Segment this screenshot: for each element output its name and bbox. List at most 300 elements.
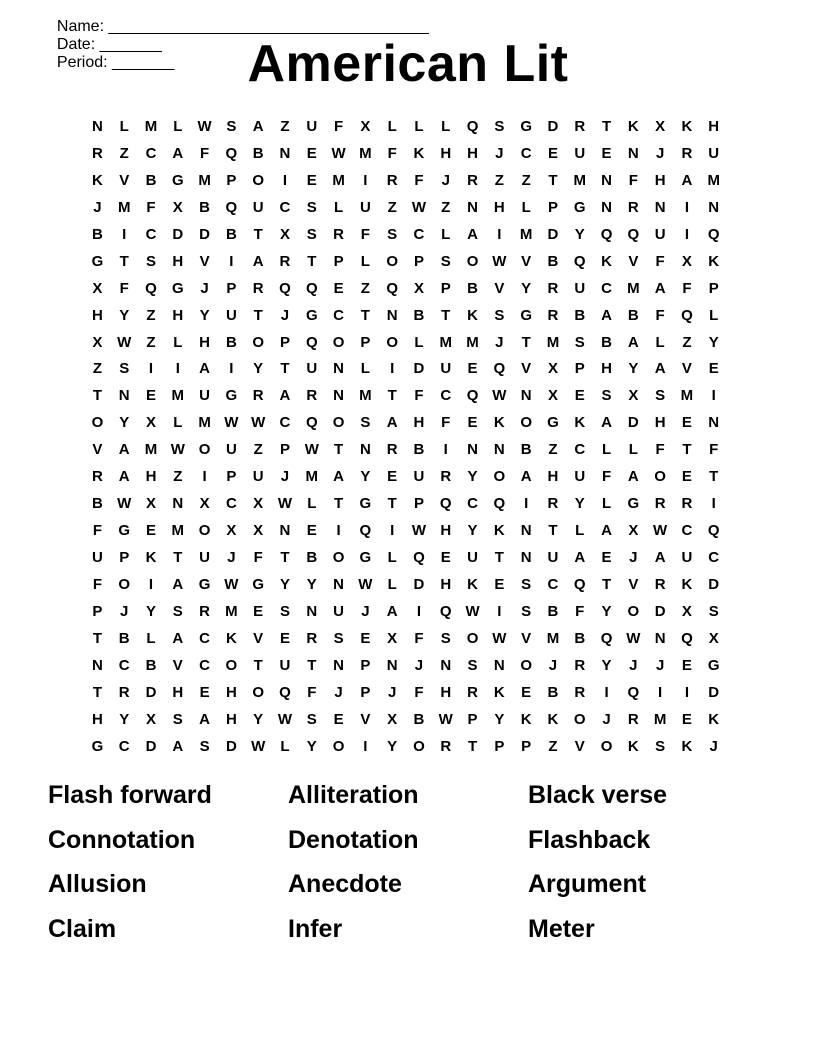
grid-letter: E — [681, 468, 692, 486]
grid-letter: N — [654, 629, 666, 647]
grid-letter: Z — [92, 360, 102, 378]
grid-letter: X — [547, 387, 558, 405]
grid-letter: O — [252, 171, 265, 189]
grid-letter: M — [171, 387, 185, 405]
grid-letter: S — [226, 118, 237, 135]
grid-letter: N — [654, 198, 666, 216]
grid-letter: Q — [707, 522, 720, 540]
grid-letter: K — [493, 414, 505, 432]
grid-letter: Z — [682, 333, 692, 351]
grid-letter: L — [119, 118, 129, 135]
grid-letter: G — [171, 171, 184, 189]
grid-letter: T — [441, 306, 451, 324]
grid-letter: D — [708, 575, 720, 593]
grid-letter: Y — [360, 468, 371, 486]
grid-letter: M — [439, 333, 452, 351]
grid-letter: M — [144, 441, 158, 459]
grid-letter: U — [252, 468, 264, 486]
grid-letter: Z — [280, 118, 290, 135]
grid-letter: R — [386, 171, 398, 189]
grid-letter: K — [493, 683, 505, 701]
grid-letter: N — [91, 656, 103, 674]
grid-letter: R — [333, 225, 344, 243]
grid-letter: G — [520, 118, 532, 135]
grid-letter: C — [574, 441, 586, 459]
grid-letter: Z — [119, 144, 129, 162]
grid-letter: T — [360, 306, 370, 324]
grid-letter: A — [654, 549, 666, 566]
grid-letter: Y — [253, 360, 264, 378]
grid-letter: N — [279, 522, 291, 540]
grid-letter: J — [361, 602, 370, 620]
grid-letter: F — [655, 441, 665, 459]
grid-letter: N — [359, 441, 371, 459]
grid-letter: W — [251, 737, 266, 755]
grid-letter: K — [681, 118, 693, 135]
grid-letter: M — [144, 118, 158, 135]
grid-letter: V — [521, 252, 532, 270]
grid-letter: G — [91, 737, 104, 755]
grid-letter: O — [386, 252, 398, 270]
grid-letter: F — [387, 144, 397, 162]
grid-letter: D — [145, 737, 157, 755]
grid-letter: U — [708, 144, 720, 162]
grid-letter: N — [708, 414, 720, 432]
grid-letter: S — [574, 333, 585, 351]
grid-letter: B — [547, 602, 559, 620]
grid-letter: I — [202, 468, 207, 486]
grid-letter: C — [467, 495, 478, 513]
grid-letter: P — [708, 279, 719, 297]
grid-letter: N — [601, 198, 612, 216]
grid-letter: V — [628, 575, 639, 593]
grid-letter: V — [628, 252, 639, 270]
grid-letter: C — [118, 656, 130, 674]
word-bank-item: Flash forward — [48, 781, 212, 809]
grid-letter: W — [304, 441, 319, 459]
grid-letter: I — [229, 252, 234, 270]
grid-letter: G — [359, 549, 372, 566]
grid-letter: F — [253, 549, 263, 566]
grid-letter: Y — [467, 522, 478, 540]
grid-letter: R — [306, 629, 318, 647]
grid-letter: P — [333, 252, 344, 270]
grid-letter: H — [145, 468, 157, 486]
grid-letter: R — [386, 441, 398, 459]
grid-letter: Q — [305, 279, 318, 297]
grid-letter: B — [91, 495, 103, 513]
grid-letter: N — [493, 656, 505, 674]
grid-letter: T — [548, 522, 558, 540]
grid-letter: W — [331, 144, 346, 162]
grid-letter: F — [655, 252, 665, 270]
grid-letter: S — [306, 710, 317, 728]
grid-letter: C — [199, 629, 210, 647]
grid-letter: M — [466, 333, 479, 351]
grid-letter: Y — [494, 710, 505, 728]
grid-letter: L — [387, 575, 397, 593]
grid-letter: U — [225, 306, 237, 324]
grid-letter: L — [173, 118, 183, 135]
grid-letter: I — [684, 225, 690, 243]
grid-letter: A — [574, 549, 586, 566]
grid-letter: M — [117, 198, 131, 216]
grid-letter: P — [360, 333, 371, 351]
grid-letter: F — [414, 629, 424, 647]
word-bank-item: Alliteration — [288, 781, 419, 809]
grid-letter: X — [681, 252, 692, 270]
grid-letter: U — [199, 387, 210, 405]
grid-letter: T — [333, 495, 344, 513]
grid-letter: S — [440, 629, 451, 647]
grid-letter: Q — [279, 683, 291, 701]
grid-letter: M — [627, 279, 640, 297]
grid-letter: X — [92, 333, 103, 351]
date-field: Date: _______ — [56, 36, 162, 53]
grid-letter: A — [627, 468, 639, 486]
grid-letter: O — [252, 683, 265, 701]
grid-letter: P — [360, 656, 371, 674]
grid-letter: W — [653, 522, 668, 540]
grid-letter: E — [521, 683, 532, 701]
grid-letter: A — [654, 360, 666, 378]
grid-letter: L — [441, 225, 451, 243]
grid-letter: W — [492, 629, 507, 647]
grid-letter: O — [466, 252, 479, 270]
grid-letter: W — [224, 575, 239, 593]
grid-letter: R — [91, 144, 103, 162]
grid-letter: C — [145, 225, 157, 243]
grid-letter: L — [655, 333, 665, 351]
word-bank-item: Black verse — [528, 781, 668, 809]
grid-letter: B — [574, 306, 586, 324]
grid-letter: R — [252, 387, 264, 405]
grid-letter: I — [604, 683, 609, 701]
grid-letter: I — [148, 360, 154, 378]
grid-letter: M — [225, 602, 238, 620]
grid-letter: S — [145, 252, 156, 270]
grid-letter: W — [251, 414, 266, 432]
grid-letter: K — [627, 118, 639, 135]
word-bank-item: Flashback — [528, 825, 651, 854]
grid-letter: A — [199, 360, 210, 378]
grid-letter: R — [467, 171, 478, 189]
grid-letter: F — [414, 387, 424, 405]
grid-letter: C — [681, 522, 693, 540]
grid-letter: U — [681, 549, 693, 566]
grid-letter: S — [655, 387, 666, 405]
grid-letter: M — [359, 144, 372, 162]
grid-letter: X — [681, 602, 692, 620]
grid-letter: Q — [439, 602, 452, 620]
grid-letter: W — [277, 710, 293, 728]
grid-letter: U — [359, 198, 371, 216]
grid-letter: U — [413, 468, 425, 486]
grid-letter: Q — [386, 279, 398, 297]
grid-letter: X — [253, 522, 264, 540]
grid-letter: O — [332, 414, 345, 432]
grid-letter: F — [575, 602, 585, 620]
name-field: Name: ____________________________________ — [56, 18, 429, 35]
grid-letter: E — [145, 522, 156, 540]
grid-letter: R — [547, 279, 559, 297]
grid-letter: R — [199, 602, 210, 620]
grid-letter: Y — [601, 602, 612, 620]
grid-letter: Z — [253, 441, 263, 459]
grid-letter: H — [440, 575, 452, 593]
grid-letter: F — [307, 683, 317, 701]
grid-letter: Z — [548, 441, 558, 459]
grid-letter: L — [173, 333, 183, 351]
grid-letter: J — [655, 144, 665, 162]
grid-letter: H — [601, 360, 612, 378]
grid-letter: K — [413, 144, 425, 162]
grid-letter: L — [601, 441, 612, 459]
grid-letter: B — [520, 441, 532, 459]
grid-letter: Q — [681, 306, 693, 324]
grid-letter: B — [225, 333, 237, 351]
grid-letter: H — [172, 252, 184, 270]
grid-letter: Z — [360, 279, 370, 297]
grid-letter: F — [628, 171, 638, 189]
grid-letter: R — [440, 468, 452, 486]
grid-letter: M — [305, 468, 319, 486]
word-bank-item: Connotation — [48, 825, 196, 854]
word-bank-item: Allusion — [48, 870, 147, 898]
grid-letter: T — [173, 549, 183, 566]
grid-letter: L — [173, 414, 183, 432]
grid-letter: U — [199, 549, 210, 566]
grid-letter: I — [684, 198, 690, 216]
grid-letter: W — [438, 710, 453, 728]
grid-letter: I — [175, 360, 180, 378]
grid-letter: U — [333, 602, 344, 620]
grid-letter: F — [333, 118, 344, 135]
grid-letter: W — [492, 387, 507, 405]
grid-letter: B — [118, 629, 130, 647]
grid-letter: K — [145, 549, 157, 566]
grid-letter: Y — [253, 710, 264, 728]
grid-letter: N — [118, 387, 130, 405]
grid-letter: G — [520, 306, 532, 324]
grid-letter: F — [709, 441, 719, 459]
grid-letter: Z — [387, 198, 397, 216]
grid-letter: G — [707, 656, 720, 674]
grid-letter: H — [91, 710, 103, 728]
grid-letter: C — [708, 549, 720, 566]
grid-letter: Q — [145, 279, 157, 297]
grid-letter: F — [655, 306, 665, 324]
grid-letter: E — [681, 656, 692, 674]
grid-letter: X — [226, 522, 237, 540]
word-search-grid — [84, 114, 727, 761]
grid-letter: F — [146, 198, 156, 216]
grid-letter: X — [708, 629, 719, 647]
grid-letter: Y — [601, 656, 612, 674]
grid-letter: O — [520, 656, 532, 674]
grid-letter: I — [443, 441, 448, 459]
grid-letter: S — [521, 575, 532, 593]
grid-letter: C — [279, 198, 291, 216]
grid-letter: R — [574, 118, 586, 135]
grid-letter: I — [658, 683, 663, 701]
grid-letter: A — [118, 468, 130, 486]
grid-letter: J — [227, 549, 236, 566]
grid-letter: L — [280, 737, 290, 755]
grid-letter: V — [681, 360, 692, 378]
grid-letter: D — [708, 683, 720, 701]
grid-letter: P — [119, 549, 130, 566]
grid-letter: M — [680, 387, 694, 405]
grid-letter: I — [363, 171, 368, 189]
grid-letter: P — [226, 279, 237, 297]
grid-letter: C — [333, 306, 344, 324]
grid-letter: Y — [628, 360, 639, 378]
grid-letter: S — [440, 252, 451, 270]
grid-letter: J — [495, 144, 504, 162]
grid-letter: P — [547, 198, 558, 216]
grid-letter: V — [360, 710, 371, 728]
word-bank-item: Meter — [528, 914, 595, 943]
grid-letter: Q — [707, 225, 720, 243]
grid-letter: H — [413, 414, 425, 432]
grid-letter: N — [386, 306, 398, 324]
grid-letter: Y — [145, 602, 156, 620]
grid-letter: Y — [708, 333, 719, 351]
grid-letter: W — [277, 495, 293, 513]
grid-letter: H — [440, 144, 452, 162]
grid-letter: Z — [494, 171, 504, 189]
grid-letter: J — [655, 656, 665, 674]
grid-letter: R — [627, 710, 639, 728]
grid-letter: U — [91, 549, 103, 566]
grid-letter: P — [413, 252, 424, 270]
grid-letter: O — [600, 737, 613, 755]
grid-letter: H — [467, 144, 478, 162]
grid-letter: N — [333, 656, 344, 674]
grid-letter: B — [145, 656, 157, 674]
grid-letter: Q — [225, 144, 238, 162]
grid-letter: B — [225, 225, 237, 243]
grid-letter: B — [413, 710, 425, 728]
grid-letter: H — [547, 468, 559, 486]
grid-letter: E — [681, 414, 692, 432]
grid-letter: J — [280, 468, 290, 486]
grid-letter: W — [358, 575, 373, 593]
grid-letter: G — [252, 575, 265, 593]
grid-letter: Q — [466, 387, 479, 405]
grid-letter: M — [519, 225, 533, 243]
grid-letter: T — [682, 441, 692, 459]
grid-letter: I — [390, 360, 395, 378]
grid-letter: E — [708, 360, 719, 378]
grid-letter: S — [521, 602, 532, 620]
grid-letter: Y — [467, 468, 478, 486]
grid-letter: K — [681, 737, 693, 755]
grid-letter: M — [707, 171, 720, 189]
grid-letter: N — [467, 198, 478, 216]
grid-letter: A — [118, 441, 130, 459]
grid-letter: X — [387, 710, 398, 728]
grid-letter: X — [253, 495, 264, 513]
grid-letter: Y — [119, 710, 130, 728]
grid-letter: I — [148, 575, 154, 593]
grid-letter: J — [602, 710, 611, 728]
grid-letter: T — [119, 252, 129, 270]
grid-letter: S — [467, 656, 478, 674]
grid-letter: F — [92, 575, 102, 593]
grid-letter: F — [414, 683, 424, 701]
grid-letter: E — [306, 522, 317, 540]
grid-letter: A — [627, 333, 639, 351]
word-bank-item: Argument — [528, 870, 647, 898]
grid-letter: K — [520, 710, 532, 728]
grid-letter: O — [520, 414, 532, 432]
grid-letter: A — [386, 414, 398, 432]
grid-letter: U — [574, 279, 586, 297]
grid-letter: X — [628, 522, 639, 540]
grid-letter: O — [413, 737, 425, 755]
grid-letter: S — [494, 306, 505, 324]
grid-letter: E — [306, 171, 317, 189]
grid-letter: P — [494, 737, 505, 755]
grid-letter: G — [547, 414, 559, 432]
grid-letter: G — [118, 522, 131, 540]
grid-letter: I — [336, 522, 341, 540]
grid-letter: X — [199, 495, 210, 513]
grid-letter: O — [493, 468, 506, 486]
grid-letter: N — [520, 549, 532, 566]
grid-letter: C — [199, 656, 210, 674]
grid-letter: J — [495, 333, 504, 351]
grid-letter: H — [708, 118, 720, 135]
grid-letter: A — [172, 144, 184, 162]
grid-letter: O — [654, 468, 666, 486]
grid-letter: A — [252, 118, 264, 135]
word-bank-item: Infer — [288, 914, 343, 943]
grid-letter: C — [145, 144, 157, 162]
grid-letter: E — [387, 468, 398, 486]
grid-letter: T — [253, 225, 263, 243]
grid-letter: T — [387, 387, 397, 405]
grid-letter: O — [386, 333, 398, 351]
grid-letter: S — [494, 118, 505, 135]
grid-letter: A — [386, 602, 398, 620]
grid-letter: A — [199, 710, 210, 728]
grid-letter: Q — [493, 360, 506, 378]
grid-letter: P — [92, 602, 103, 620]
grid-letter: Z — [441, 198, 451, 216]
grid-letter: Q — [225, 198, 238, 216]
grid-letter: B — [306, 549, 318, 566]
grid-letter: W — [411, 522, 427, 540]
grid-letter: J — [200, 279, 209, 297]
grid-letter: A — [172, 737, 184, 755]
grid-letter: T — [307, 252, 317, 270]
grid-letter: I — [497, 225, 502, 243]
grid-letter: G — [225, 387, 238, 405]
grid-letter: A — [601, 522, 612, 540]
grid-letter: O — [118, 575, 131, 593]
grid-letter: V — [119, 171, 130, 189]
grid-letter: M — [573, 171, 586, 189]
grid-letter: Z — [146, 306, 156, 324]
grid-letter: S — [601, 387, 612, 405]
grid-letter: F — [441, 414, 451, 432]
grid-letter: Y — [574, 225, 585, 243]
grid-letter: B — [199, 198, 210, 216]
grid-letter: Q — [573, 575, 586, 593]
